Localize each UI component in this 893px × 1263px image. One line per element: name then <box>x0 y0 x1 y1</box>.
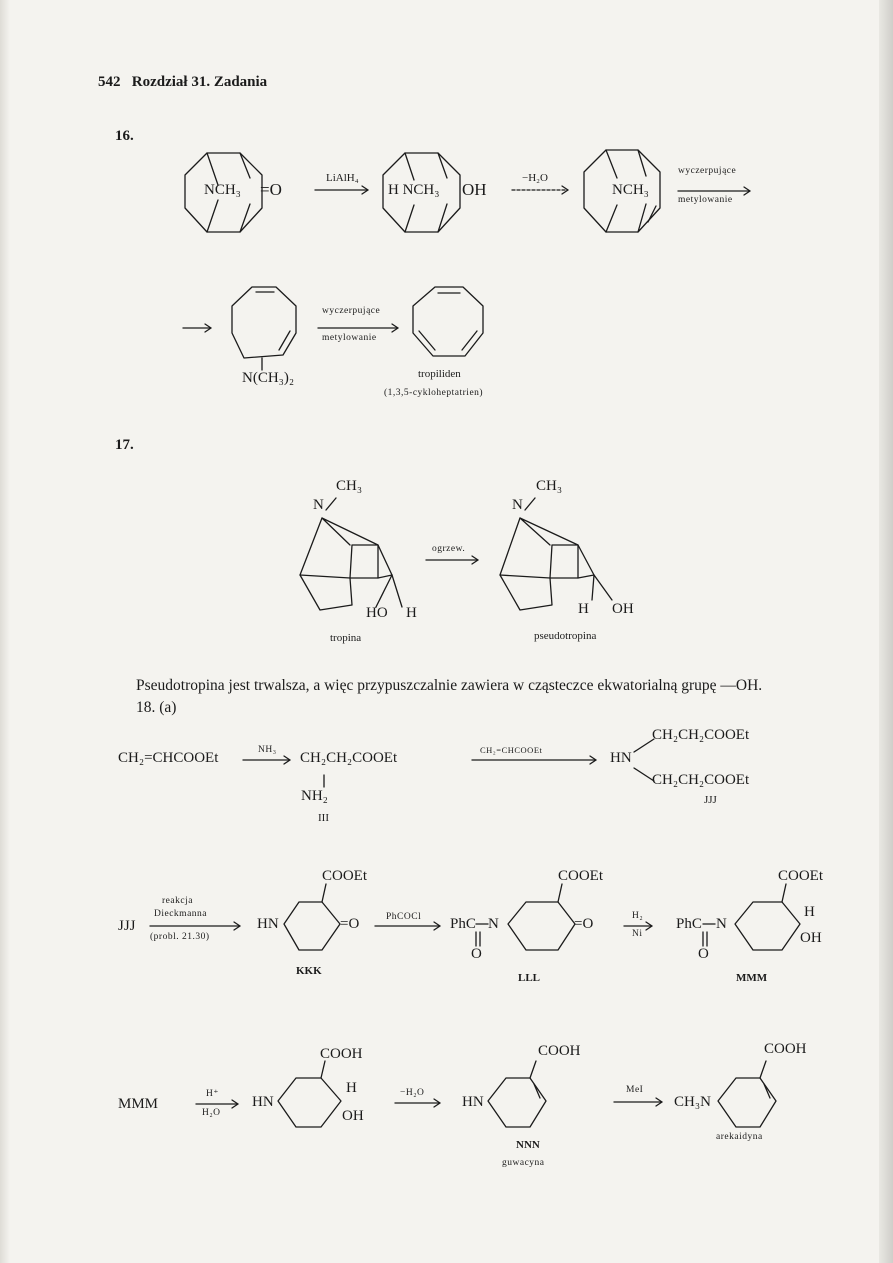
reagent-dehydration: −H₂O <box>400 1088 425 1098</box>
reagent-nh3: NH₃ <box>258 745 277 755</box>
kkk-cooet: COOEt <box>322 868 367 884</box>
reagent-acrylate: CH₂=CHCOOEt <box>480 745 543 755</box>
label-mmm: MMM <box>736 972 768 984</box>
acid-cooh: COOH <box>320 1046 363 1062</box>
acid-oh: OH <box>342 1108 364 1124</box>
amino-ester-chain: CH₂CH₂COOEt <box>300 750 398 766</box>
mmm-n: N <box>716 916 727 932</box>
tropine-nch3: H NCH₃ <box>388 182 440 198</box>
label-iii: III <box>318 812 329 824</box>
tropinone-oxo: =O <box>260 180 282 199</box>
pseudotropine-3d-structure <box>500 498 612 610</box>
ethyl-acrylate: CH₂=CHCOOEt <box>118 750 219 766</box>
amino-ester-nh2: NH₂ <box>301 788 328 804</box>
mmm-start: MMM <box>118 1096 159 1112</box>
pseudotropina-oh: OH <box>612 601 634 617</box>
problem-16-number: 16. <box>115 128 134 144</box>
heating-condition: ogrzew. <box>432 544 466 554</box>
reagent-phcocl: PhCOCl <box>386 912 422 922</box>
tropine-oh: OH <box>462 180 487 199</box>
kkk-hn: HN <box>257 916 279 932</box>
label-lll: LLL <box>518 972 541 984</box>
jjj-start: JJJ <box>118 918 136 934</box>
arecaidine-ring <box>718 1061 776 1127</box>
reagent-ni: Ni <box>632 929 643 939</box>
lll-n: N <box>488 916 499 932</box>
lll-o: O <box>471 946 482 962</box>
cycloheptadienamine-structure <box>232 287 296 370</box>
guvacine-cooh: COOH <box>538 1043 581 1059</box>
reagent-water: H₂O <box>202 1108 221 1118</box>
pseudotropina-name: pseudotropina <box>534 630 597 642</box>
dieckmann-1: reakcja <box>162 896 193 906</box>
reagent-hplus: H⁺ <box>206 1089 219 1099</box>
page-number: 542 <box>98 74 121 90</box>
reagent-minus-water: −H₂O <box>522 172 548 184</box>
guvacine-name: guwacyna <box>502 1158 545 1168</box>
dieckmann-3: (probl. 21.30) <box>150 932 210 942</box>
tropina-name: tropina <box>330 632 362 644</box>
mmm-h: H <box>804 904 815 920</box>
tropilidene-iupac: (1,3,5-cykloheptatrien) <box>384 388 484 398</box>
pseudotropina-n: N <box>512 497 523 513</box>
label-jjj: JJJ <box>704 794 717 806</box>
arecaidine-ch3n: CH₃N <box>674 1094 711 1110</box>
kkk-oxo: =O <box>340 916 360 932</box>
guvacine-ring <box>488 1061 546 1127</box>
mmm-cooet: COOEt <box>778 868 823 884</box>
jjj-chain-bottom: CH₂CH₂COOEt <box>652 772 750 788</box>
mmm-oh: OH <box>800 930 822 946</box>
tropina-n: N <box>313 497 324 513</box>
jjj-chain-top: CH₂CH₂COOEt <box>652 727 750 743</box>
tropina-ch3: CH₃ <box>336 478 363 494</box>
mmm-phc: PhC <box>676 916 702 932</box>
jjj-hn: HN <box>610 750 632 766</box>
pseudotropina-ch3: CH₃ <box>536 478 563 494</box>
lll-cooet: COOEt <box>558 868 603 884</box>
mmm-o: O <box>698 946 709 962</box>
tropinone-nch3: NCH₃ <box>204 182 241 198</box>
tropina-h: H <box>406 605 417 621</box>
tropidine-nch3: NCH₃ <box>612 182 649 198</box>
reagent-exhaustive-1: wyczerpujące <box>678 166 737 176</box>
arecaidine-name: arekaidyna <box>716 1132 763 1142</box>
reagent-mei: MeI <box>626 1085 644 1095</box>
pseudotropina-h: H <box>578 601 589 617</box>
acid-ring <box>278 1061 341 1127</box>
tropine-3d-structure <box>300 498 402 610</box>
reagent-methylation-2: metylowanie <box>322 333 377 343</box>
problem-17-number: 17. <box>115 437 134 453</box>
dimethylamino-group: N(CH₃)₂ <box>242 370 295 386</box>
reagent-exhaustive-2: wyczerpujące <box>322 306 381 316</box>
reagent-methylation-1: metylowanie <box>678 195 733 205</box>
reagent-lialh4: LiAlH₄ <box>326 172 359 184</box>
dieckmann-2: Dieckmanna <box>154 909 208 919</box>
lll-phc: PhC <box>450 916 476 932</box>
problem-18-number: 18. (a) <box>136 699 177 716</box>
tropina-ho: HO <box>366 605 388 621</box>
guvacine-hn: HN <box>462 1094 484 1110</box>
tropilidene-structure <box>413 287 483 356</box>
reagent-h2: H₂ <box>632 911 644 921</box>
arecaidine-cooh: COOH <box>764 1041 807 1057</box>
label-nnn: NNN <box>516 1139 540 1151</box>
chapter-title: Rozdział 31. Zadania <box>131 74 268 90</box>
lll-oxo: =O <box>574 916 594 932</box>
kkk-ring <box>284 884 340 950</box>
label-kkk: KKK <box>296 965 322 977</box>
acid-h: H <box>346 1080 357 1096</box>
problem-17-conclusion: Pseudotropina jest trwalsza, a więc przypuszczalnie zawiera w cząsteczce ekwatorialną grupę —OH. <box>136 677 763 694</box>
tropilidene-name: tropiliden <box>418 368 461 380</box>
acid-hn: HN <box>252 1094 274 1110</box>
